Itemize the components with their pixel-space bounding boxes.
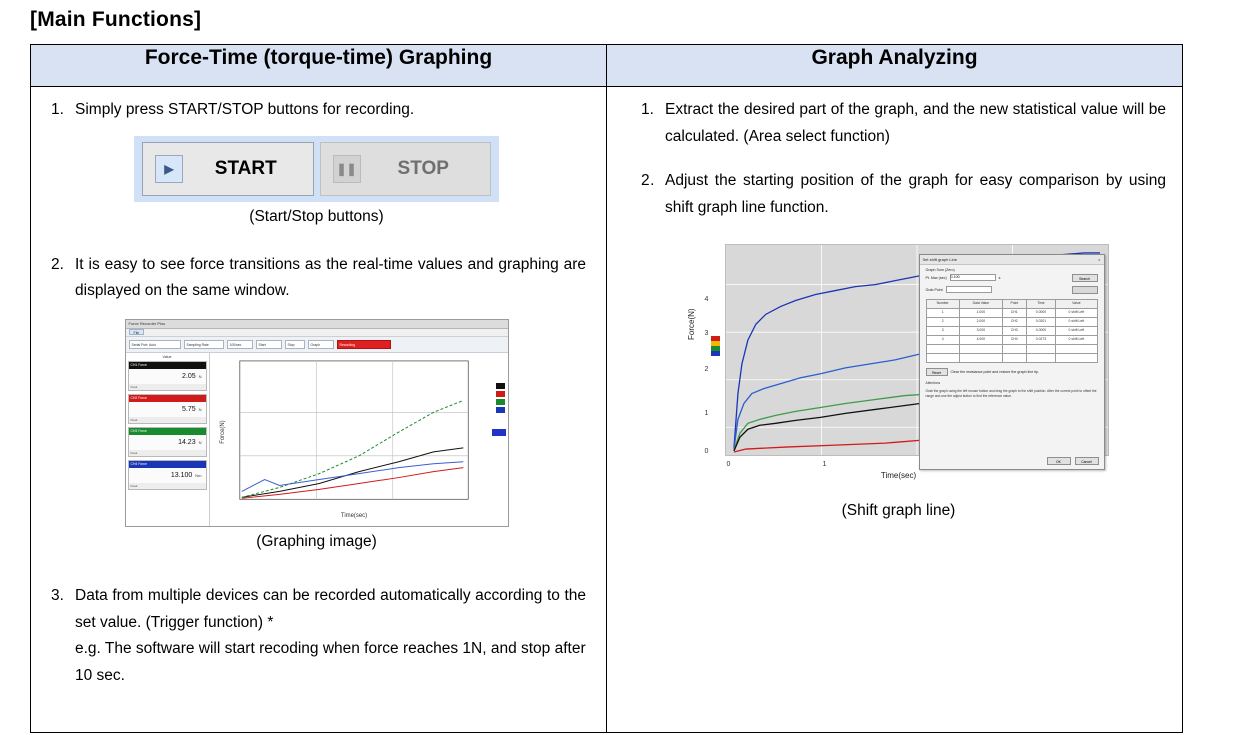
column-header: Point xyxy=(1002,299,1026,308)
column-header: Value xyxy=(1056,299,1097,308)
cell: CH1 xyxy=(1002,308,1026,317)
svg-text:Force(N): Force(N) xyxy=(219,420,226,444)
channel-name: CH3 Force xyxy=(129,428,206,435)
channel-sub: Peak xyxy=(129,483,206,489)
table-row[interactable] xyxy=(926,344,1097,353)
cell: 0 shift Left xyxy=(1056,317,1097,326)
channel-card xyxy=(128,394,207,424)
x-tick: 1 xyxy=(822,460,827,468)
list-item-text: e.g. The software will start recoding when force reaches 1N, and stop after 10 sec. xyxy=(75,640,586,684)
cell xyxy=(1026,353,1056,362)
stop-button-label: STOP xyxy=(397,157,449,179)
channel-unit: N xyxy=(198,406,202,412)
channel-unit: N xyxy=(198,373,202,379)
column-header: Time xyxy=(1026,299,1056,308)
table-header-right: Graph Analyzing xyxy=(607,45,1183,87)
cell xyxy=(959,344,1002,353)
y-tick: 4 xyxy=(704,295,709,303)
dialog-secondary-button[interactable] xyxy=(1072,286,1098,294)
channel-name: CH2 Force xyxy=(129,395,206,402)
stop-button[interactable] xyxy=(320,142,492,196)
list-item-text: Data from multiple devices can be recorded automatically according to the set value. (Trigger function) * xyxy=(75,586,586,631)
start-stop-button-bar xyxy=(134,136,499,202)
dialog-reset-row xyxy=(920,363,1104,378)
shift-graph-caption: (Shift graph line) xyxy=(841,501,956,519)
screenshot-body xyxy=(126,353,508,526)
column-header: Data Value xyxy=(959,299,1002,308)
cell: 0.0201 xyxy=(1026,317,1056,326)
swatch-ch1 xyxy=(496,383,505,389)
channel-value-row xyxy=(129,369,206,384)
left-column-cell xyxy=(31,87,607,733)
list-item xyxy=(41,636,592,689)
graphing-screenshot xyxy=(125,319,509,527)
cell: 4.000 xyxy=(959,335,1002,344)
dialog-unit-label: s xyxy=(998,275,1001,280)
cell: 1.000 xyxy=(959,308,1002,317)
channel-value: 5.75 xyxy=(181,405,196,413)
list-item-text: Extract the desired part of the graph, and the new statistical value will be calculated. (Area select function) xyxy=(665,101,1166,145)
list-item xyxy=(41,252,592,305)
channel-value: 14.23 xyxy=(178,438,196,446)
cell: 4 xyxy=(926,335,959,344)
legend-ch4 xyxy=(711,351,720,356)
start-stop-caption: (Start/Stop buttons) xyxy=(249,207,384,225)
dialog-reset-note: Clear the resistance point and restore the graph line tip. xyxy=(950,369,1039,374)
channel-name: CH1 Force xyxy=(129,362,206,369)
table-header-row xyxy=(926,299,1097,308)
toolbar-stop[interactable]: Stop xyxy=(285,340,305,349)
shift-graph-dialog xyxy=(919,254,1105,470)
list-item-number: 2. xyxy=(641,172,655,190)
page-title: [Main Functions] xyxy=(30,8,202,31)
channel-color-swatches xyxy=(496,383,505,415)
list-item-number: 1. xyxy=(641,101,654,118)
table-row[interactable] xyxy=(926,353,1097,362)
channel-value-row xyxy=(129,468,206,483)
shift-graph-y-label: Force(N) xyxy=(686,308,696,340)
list-item xyxy=(41,97,592,124)
shift-graph-screenshot xyxy=(686,244,1109,484)
channel-card xyxy=(128,460,207,490)
list-item-text: It is easy to see force transitions as the real-time values and graphing are displayed on the same window. xyxy=(75,255,586,300)
dialog-table xyxy=(926,299,1098,363)
dialog-reset-button[interactable]: Reset xyxy=(926,368,948,376)
list-item-text: Adjust the starting position of the graph for easy comparison by using shift graph line function. xyxy=(665,172,1166,216)
list-item-number: 3. xyxy=(51,586,64,604)
table-row[interactable] xyxy=(926,335,1097,344)
dialog-titlebar xyxy=(920,255,1104,265)
dialog-title: Set shift graph Line xyxy=(922,256,957,262)
list-item xyxy=(631,168,1166,221)
cell: 0.0000 xyxy=(1026,308,1056,317)
value-panel-title: Value xyxy=(162,354,172,359)
list-item-number: 2. xyxy=(51,255,64,273)
dialog-cancel-button[interactable]: Cancel xyxy=(1075,457,1099,465)
cell: CH2 xyxy=(1002,317,1026,326)
cell: 0 shift Left xyxy=(1056,335,1097,344)
toolbar-rate-value[interactable]: 100/sec xyxy=(227,340,253,349)
cell xyxy=(1026,344,1056,353)
cell: 1 xyxy=(926,308,959,317)
toolbar-sampling-rate[interactable]: Sampling Rate xyxy=(184,340,224,349)
swatch-ch4 xyxy=(496,407,505,413)
table-row[interactable] xyxy=(926,317,1097,326)
right-column-cell xyxy=(607,87,1183,733)
dialog-section-label: Graph Sum (Zero) xyxy=(925,267,955,272)
cell: 2 xyxy=(926,317,959,326)
shift-graph-x-label: Time(sec) xyxy=(880,470,917,480)
screenshot-menubar xyxy=(126,329,508,337)
cell: 2.000 xyxy=(959,317,1002,326)
channel-value: 13.100 xyxy=(170,471,193,479)
toolbar-serial-port[interactable]: Serial Port: Auto xyxy=(129,340,181,349)
toolbar-recording[interactable]: Recording xyxy=(337,340,391,349)
table-row[interactable] xyxy=(926,308,1097,317)
dialog-note-body: Grab the graph using the left mouse button and drag the graph to the shift position. After the correct point to offset the range and use the adjust button to find the reference value. xyxy=(925,388,1097,398)
screenshot-toolbar xyxy=(126,337,508,353)
graph-svg xyxy=(210,353,508,526)
cell: 0.0273 xyxy=(1026,335,1056,344)
swatch-ch2 xyxy=(496,391,505,397)
cell xyxy=(1056,344,1097,353)
screenshot-value-panel xyxy=(126,353,210,526)
y-tick: 3 xyxy=(704,329,709,337)
list-item xyxy=(41,583,592,636)
shift-graph-legend xyxy=(711,336,720,356)
start-button[interactable] xyxy=(142,142,314,196)
toolbar-start[interactable]: Start xyxy=(256,340,282,349)
dialog-field-row-1 xyxy=(920,272,1104,284)
dialog-field1-input[interactable]: 0.100 xyxy=(950,274,996,281)
screenshot-window-title: Force Recorder Plus xyxy=(128,321,166,327)
screenshot-menu-file[interactable]: File xyxy=(129,329,145,335)
screenshot-titlebar xyxy=(126,320,508,329)
cell xyxy=(926,353,959,362)
column-header: Number xyxy=(926,299,959,308)
y-tick: 1 xyxy=(704,409,709,417)
graphing-image-caption: (Graphing image) xyxy=(256,532,377,550)
cell: 0 shift Left xyxy=(1056,326,1097,335)
dialog-ok-button[interactable]: OK xyxy=(1047,457,1071,465)
channel-sub: Peak xyxy=(129,450,206,456)
cell xyxy=(1056,353,1097,362)
channel-value-row xyxy=(129,435,206,450)
x-tick: 0 xyxy=(726,460,731,468)
y-tick: 2 xyxy=(704,365,709,373)
channel-sub: Peak xyxy=(129,417,206,423)
svg-text:Time(sec): Time(sec) xyxy=(340,513,367,520)
cell xyxy=(959,353,1002,362)
y-tick: 0 xyxy=(704,447,709,455)
play-icon: ▶ xyxy=(155,155,183,183)
main-functions-table xyxy=(30,44,1183,733)
swatch-ch3 xyxy=(496,399,505,405)
channel-unit: N xyxy=(198,439,202,445)
cell: CH4 xyxy=(1002,335,1026,344)
channel-name: CH4 Force xyxy=(129,461,206,468)
dialog-field2-input[interactable] xyxy=(946,286,992,293)
channel-unit: Nm xyxy=(195,472,202,478)
channel-value-row xyxy=(129,402,206,417)
cell xyxy=(1002,344,1026,353)
cell: 0.0000 xyxy=(1026,326,1056,335)
list-item xyxy=(631,97,1166,150)
dialog-field1-label: Pt. Max (sec) xyxy=(925,275,947,280)
dialog-field2-label: Grab Point xyxy=(925,287,943,292)
channel-value: 2.05 xyxy=(181,372,196,380)
close-icon[interactable]: × xyxy=(1098,256,1101,262)
pause-icon: ❚❚ xyxy=(333,155,361,183)
channel-card xyxy=(128,361,207,391)
channel-sub: Peak xyxy=(129,384,206,390)
start-button-label: START xyxy=(214,157,277,179)
cell: 3 xyxy=(926,326,959,335)
toolbar-graph[interactable]: Graph xyxy=(308,340,334,349)
table-header-left: Force-Time (torque-time) Graphing xyxy=(31,45,607,87)
cell xyxy=(926,344,959,353)
table-row[interactable] xyxy=(926,326,1097,335)
screenshot-plot-area xyxy=(210,353,508,526)
list-item-text: Simply press START/STOP buttons for recording. xyxy=(75,101,415,118)
cell xyxy=(1002,353,1026,362)
dialog-footer xyxy=(1047,457,1099,465)
cell: 3.000 xyxy=(959,326,1002,335)
cell: CH3 xyxy=(1002,326,1026,335)
cell: 0 shift Left xyxy=(1056,308,1097,317)
dialog-note-title: Attentions xyxy=(925,380,941,385)
graph-legend-chip xyxy=(492,429,506,436)
dialog-search-button[interactable]: Search xyxy=(1072,274,1098,282)
dialog-field-row-2 xyxy=(920,284,1104,296)
channel-card xyxy=(128,427,207,457)
list-item-number: 1. xyxy=(51,101,64,118)
